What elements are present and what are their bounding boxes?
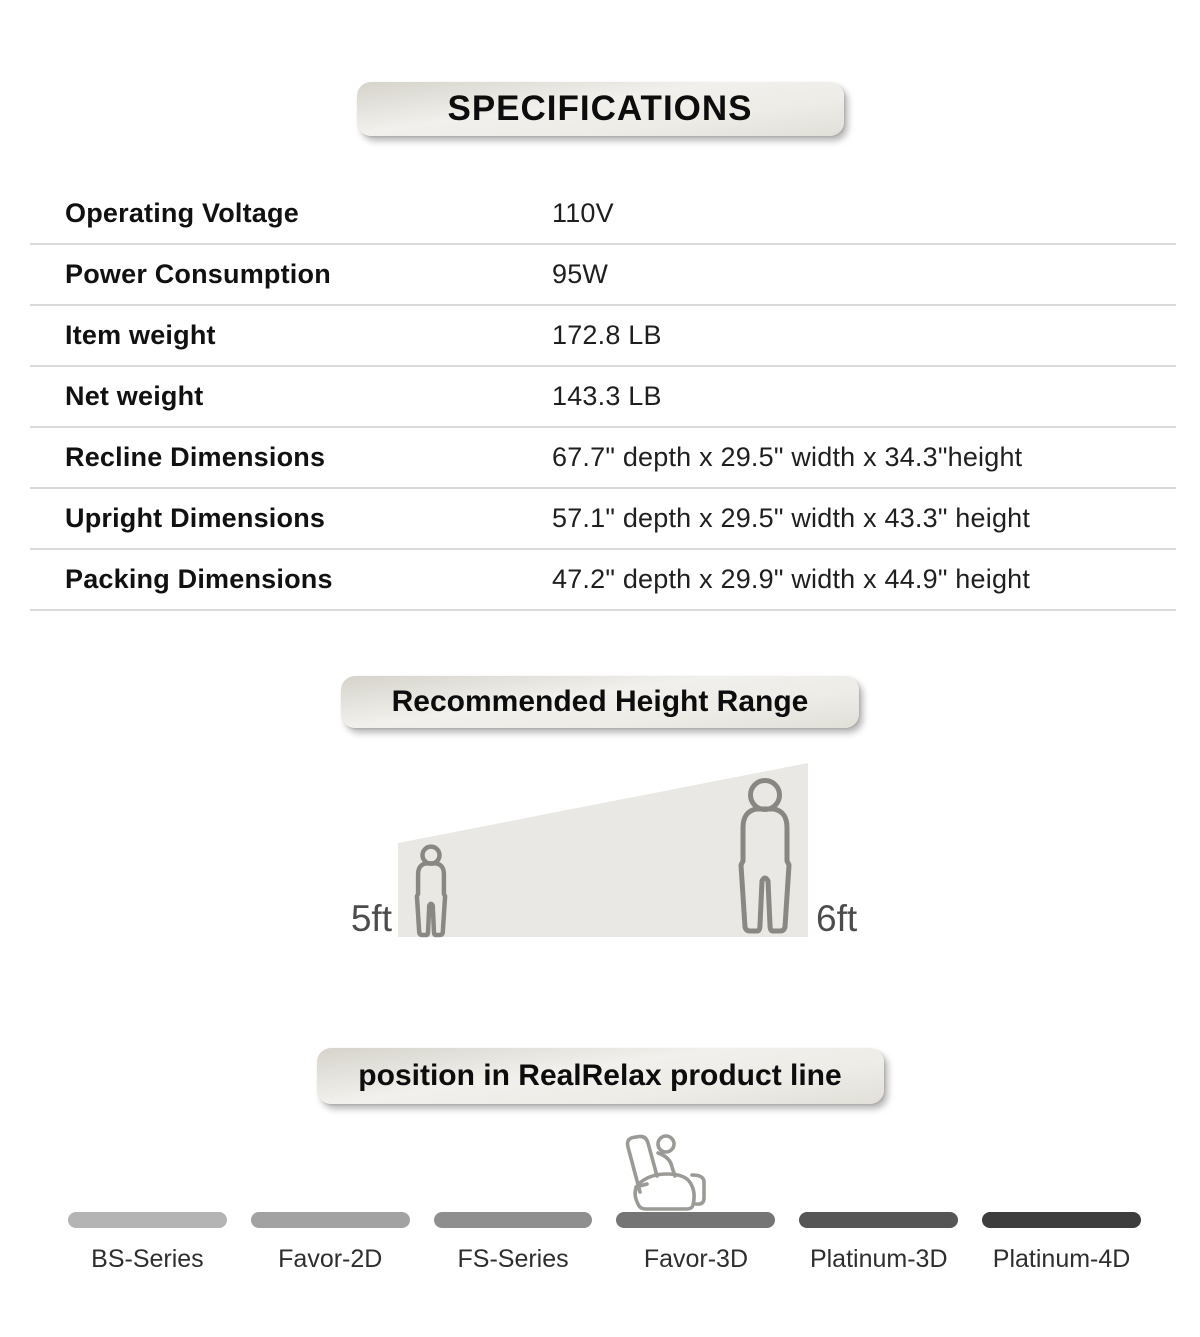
product-line-header: [317, 1048, 884, 1104]
spec-value: 47.2" depth x 29.9" width x 44.9" height: [552, 564, 1031, 594]
spec-label: Power Consumption: [65, 259, 331, 289]
series-bar: [251, 1212, 410, 1228]
specifications-title: SPECIFICATIONS: [447, 89, 753, 128]
product-line-title: position in RealRelax product line: [358, 1059, 842, 1092]
product-line-item-platinum-3d: [799, 1212, 958, 1274]
series-bar: [616, 1212, 775, 1228]
height-range-title: Recommended Height Range: [391, 685, 809, 718]
height-range-figure: [0, 755, 1200, 945]
spec-value: 110V: [552, 198, 614, 228]
series-label: Favor-2D: [278, 1245, 383, 1273]
spec-value: 57.1" depth x 29.5" width x 43.3" height: [552, 503, 1031, 533]
spec-label: Upright Dimensions: [65, 503, 326, 533]
product-line-item-favor-3d: [616, 1212, 775, 1274]
specifications-header: [357, 82, 844, 136]
spec-row-net-weight: [30, 367, 1176, 428]
min-height-label: 5ft: [350, 898, 392, 939]
series-label: Platinum-3D: [809, 1245, 948, 1273]
recliner-chair-icon: [618, 1130, 710, 1214]
series-label: Favor-3D: [643, 1245, 748, 1273]
series-bar: [434, 1212, 593, 1228]
spec-value: 172.8 LB: [552, 320, 662, 350]
series-bar: [799, 1212, 958, 1228]
product-line-item-fs-series: [434, 1212, 593, 1274]
spec-row-packing-dimensions: [30, 550, 1176, 611]
height-range-graphic: [0, 755, 1200, 945]
spec-label: Recline Dimensions: [65, 442, 326, 472]
product-line-bars: [68, 1212, 1141, 1274]
spec-label: Operating Voltage: [65, 198, 299, 228]
height-wedge-shape: [398, 763, 808, 937]
series-label: BS-Series: [91, 1245, 204, 1273]
spec-value: 143.3 LB: [552, 381, 662, 411]
product-line-item-platinum-4d: [982, 1212, 1141, 1274]
series-bar: [982, 1212, 1141, 1228]
product-line-item-bs-series: [68, 1212, 227, 1274]
spec-label: Net weight: [65, 381, 204, 411]
spec-value: 95W: [552, 259, 609, 289]
spec-row-operating-voltage: [30, 184, 1176, 245]
product-line-item-favor-2d: [251, 1212, 410, 1274]
max-height-label: 6ft: [816, 898, 858, 939]
series-label: FS-Series: [457, 1245, 569, 1273]
series-label: Platinum-4D: [992, 1245, 1131, 1273]
product-line-scale: [68, 1132, 1141, 1274]
spec-row-power-consumption: [30, 245, 1176, 306]
spec-table: [30, 184, 1176, 611]
spec-row-item-weight: [30, 306, 1176, 367]
spec-label: Packing Dimensions: [65, 564, 333, 594]
spec-label: Item weight: [65, 320, 216, 350]
spec-row-recline-dimensions: [30, 428, 1176, 489]
height-range-header: [341, 676, 859, 728]
series-bar: [68, 1212, 227, 1228]
spec-row-upright-dimensions: [30, 489, 1176, 550]
spec-value: 67.7" depth x 29.5" width x 34.3"height: [552, 442, 1023, 472]
